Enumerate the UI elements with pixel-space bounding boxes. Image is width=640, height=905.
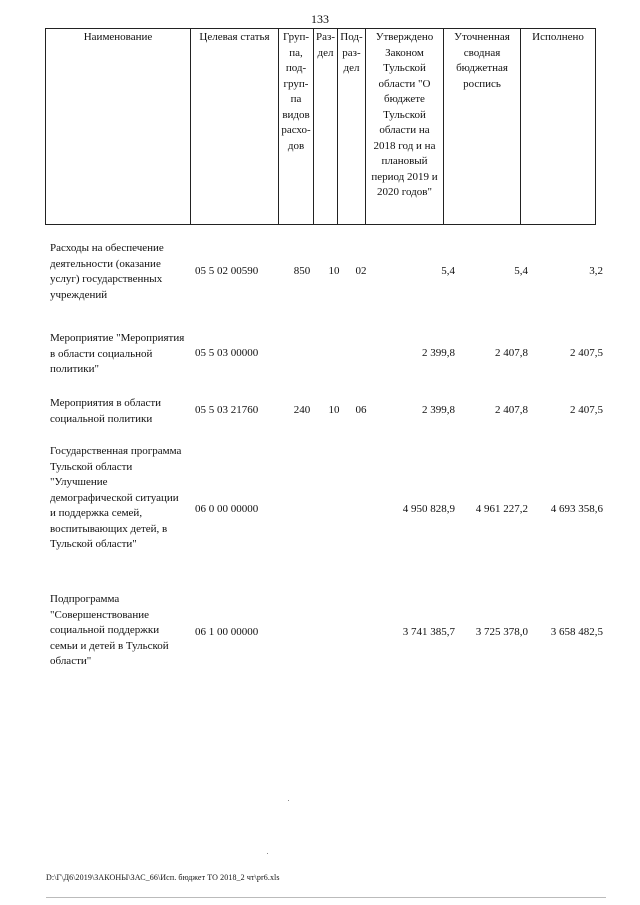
row-section: 10	[328, 265, 340, 277]
footer-file-path: D:\Г\Д6\2019\ЗАКОНЫ\ЗАС_66\Исп. бюджет ТО 2018_2 чт\pr6.xls	[46, 873, 280, 882]
row-approved: 4 950 828,9	[402, 503, 455, 515]
row-executed: 2 407,5	[570, 347, 603, 359]
row-refined: 2 407,8	[495, 404, 528, 416]
row-executed: 3,2	[589, 265, 603, 277]
row-section: 10	[328, 404, 340, 416]
header-section: Раз-дел	[314, 29, 338, 225]
row-executed: 2 407,5	[570, 404, 603, 416]
row-target: 06 0 00 00000	[195, 503, 259, 515]
row-subsection: 06	[355, 404, 367, 416]
row-name: Мероприятия в области социальной политики	[50, 397, 162, 425]
footer-rule	[46, 897, 606, 898]
row-target: 06 1 00 00000	[195, 626, 259, 638]
row-executed: 4 693 358,6	[550, 503, 603, 515]
row-group: 240	[293, 404, 311, 416]
row-target: 05 5 02 00590	[195, 265, 259, 277]
header-approved: Утверждено Законом Тульской области "О бюджете Тульской области на 2018 год и на плановый период 2019 и 2020 годов"	[366, 29, 444, 225]
row-refined: 2 407,8	[495, 347, 528, 359]
row-name: Мероприятие "Мероприятия в области социальной политики"	[50, 332, 185, 375]
scan-speck	[267, 853, 268, 854]
row-name: Государственная программа Тульской области "Улучшение демографической ситуации и поддержка семей, воспитывающих детей, в Тульской области"	[50, 445, 182, 550]
row-refined: 5,4	[514, 265, 528, 277]
header-target-article: Целевая статья	[191, 29, 279, 225]
header-executed: Исполнено	[521, 29, 596, 225]
row-approved: 2 399,8	[422, 404, 455, 416]
row-group: 850	[293, 265, 311, 277]
row-target: 05 5 03 21760	[195, 404, 259, 416]
row-approved: 5,4	[441, 265, 455, 277]
row-approved: 3 741 385,7	[402, 626, 455, 638]
row-subsection: 02	[355, 265, 367, 277]
row-name: Расходы на обеспечение деятельности (оказание услуг) государственных учреждений	[50, 242, 164, 301]
page-number: 133	[311, 12, 329, 26]
row-refined: 3 725 378,0	[475, 626, 528, 638]
header-subsection: Под-раз-дел	[338, 29, 366, 225]
header-name: Наименование	[46, 29, 191, 225]
row-name: Подпрограмма "Совершенствование социальной поддержки семьи и детей в Тульской области"	[50, 593, 169, 667]
row-approved: 2 399,8	[422, 347, 455, 359]
scan-speck	[288, 800, 289, 801]
header-refined: Уточненная сводная бюджетная роспись	[444, 29, 521, 225]
row-target: 05 5 03 00000	[195, 347, 259, 359]
row-executed: 3 658 482,5	[550, 626, 603, 638]
header-expense-group: Груп-па, под-груп-па видов расхо-дов	[279, 29, 314, 225]
row-refined: 4 961 227,2	[475, 503, 528, 515]
